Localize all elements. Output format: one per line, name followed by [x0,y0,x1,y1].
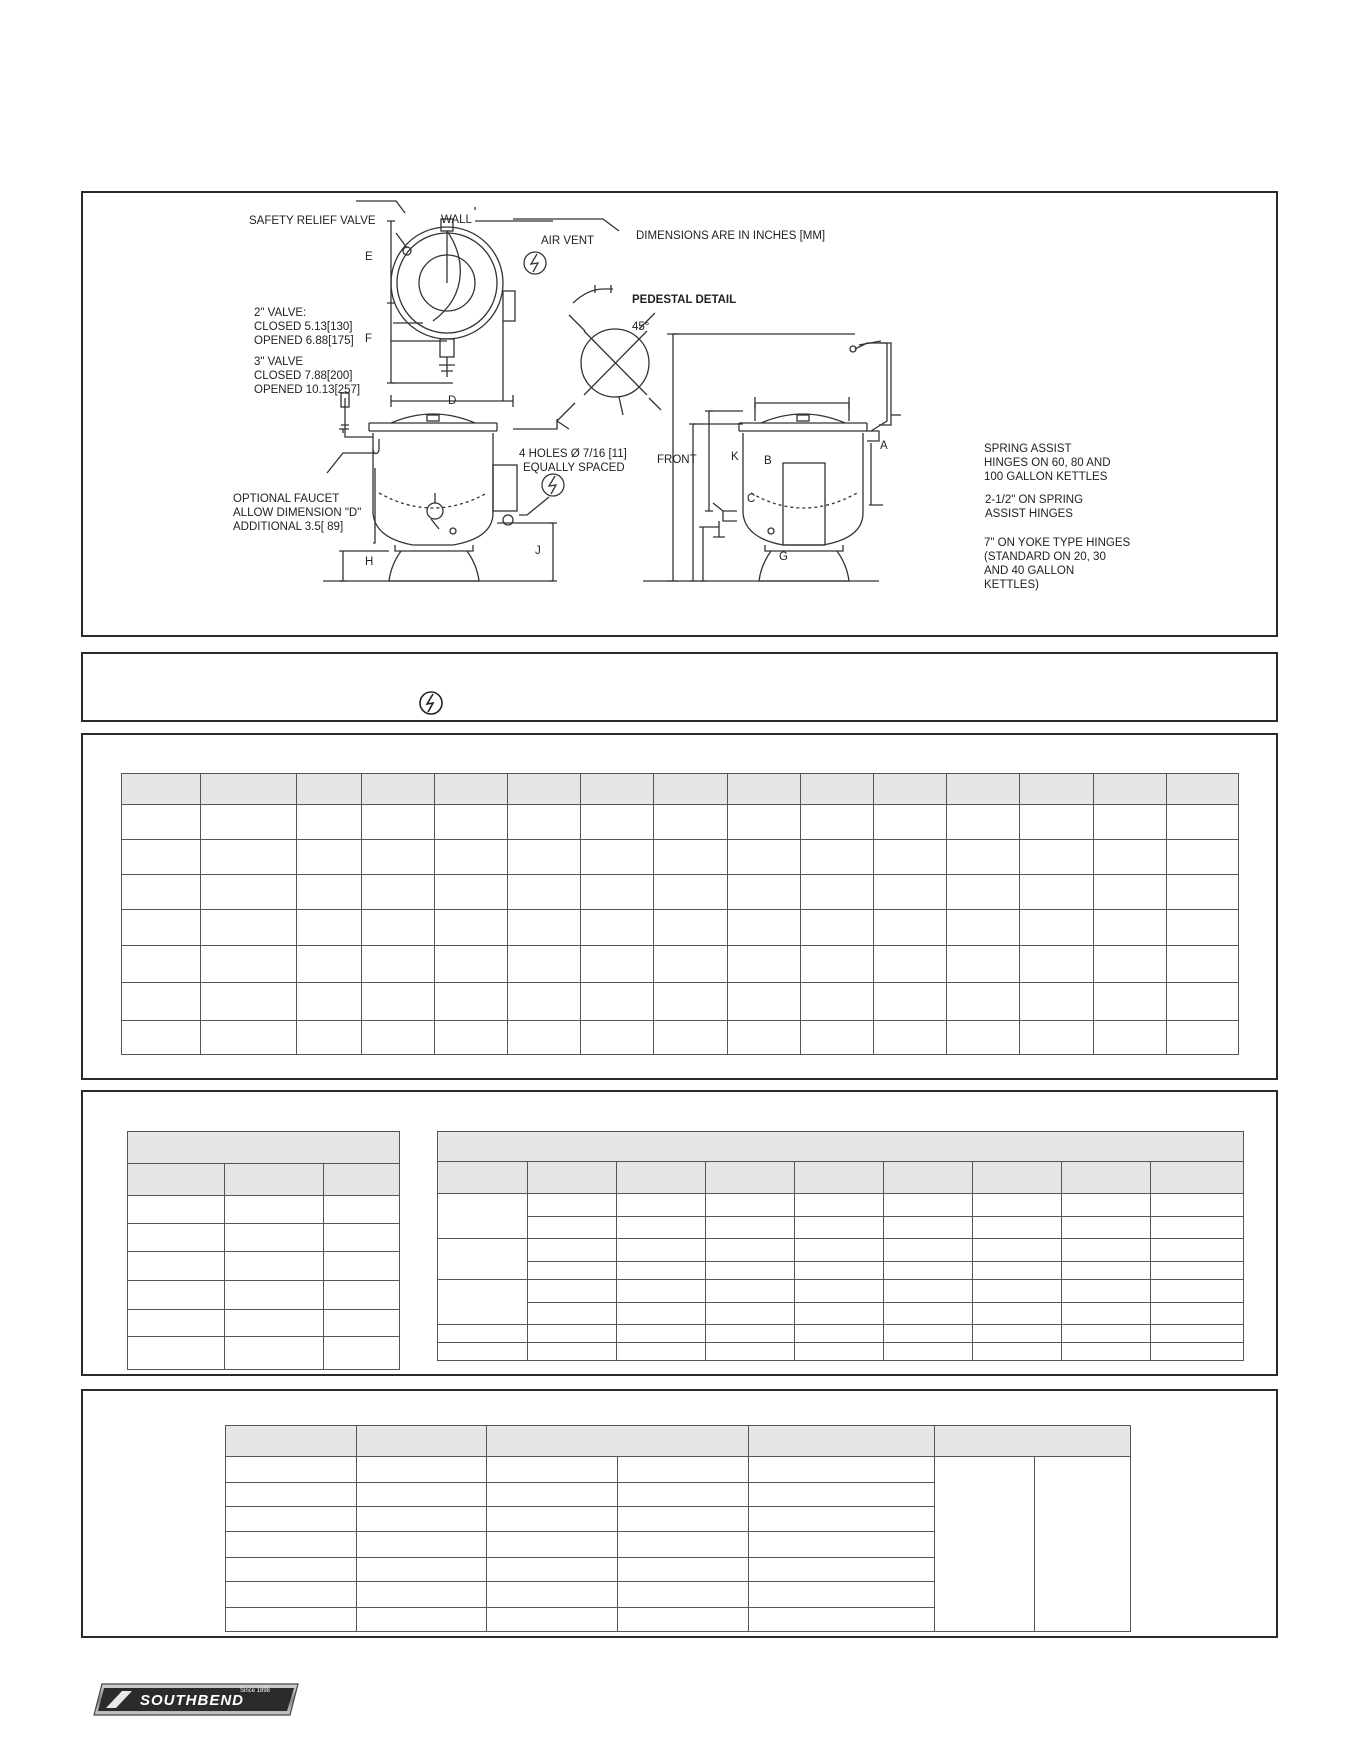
kettle-drawings [83,193,1276,635]
table-title-row [438,1132,1244,1162]
logo-wordmark: SOUTHBEND [140,1692,245,1709]
lid-hinge-arm [855,343,887,431]
label-valve-2-opened: OPENED 6.88[175] [254,335,354,347]
dim-letter-b: B [764,455,772,467]
kettle-side-right [743,433,863,545]
table-header-row [226,1426,1131,1457]
label-faucet-line3: ADDITIONAL 3.5[ 89] [233,521,344,533]
dimensions-table [121,773,1239,1055]
label-wall: WALL [441,214,472,226]
left-spec-table [127,1131,400,1370]
dim-letter-k: K [731,451,739,463]
label-valve-3-opened: OPENED 10.13[257] [254,384,361,396]
label-front: FRONT [657,454,697,466]
pedestal-right [759,545,849,581]
table-row [122,982,1239,1020]
table-row [122,945,1239,982]
dim-letter-c: C [747,493,756,505]
southbend-logo [92,1682,304,1717]
utility-table [225,1425,1131,1632]
label-yoke-line4: KETTLES) [984,579,1039,591]
specs-tables-panel [81,1090,1278,1376]
dim-letter-h: H [365,556,374,568]
table-row [128,1196,400,1224]
table-row [122,1020,1239,1054]
dim-letter-j: J [535,545,541,557]
label-pedestal-detail: PEDESTAL DETAIL [632,294,737,306]
label-spring-gap1: 2-1/2" ON SPRING [985,494,1084,506]
logo-since: Since 1898 [240,1688,271,1694]
label-safety-relief-valve: SAFETY RELIEF VALVE [249,215,376,227]
label-spring-line1: SPRING ASSIST [984,443,1072,455]
table-row [128,1252,400,1281]
table-row [438,1194,1244,1217]
label-valve-2-closed: CLOSED 5.13[130] [254,321,353,333]
table-row [438,1343,1244,1361]
dim-letter-f: F [365,333,373,345]
label-air-vent: AIR VENT [541,235,595,247]
dimension-drawing-panel [81,191,1278,637]
table-row [438,1280,1244,1303]
label-holes-line2: EQUALLY SPACED [523,462,625,474]
dim-letter-e: E [365,251,373,263]
dimensions-table-panel [81,733,1278,1080]
table-row [128,1224,400,1252]
table-row [226,1457,1131,1482]
label-angle: 45° [632,321,650,333]
table-row [122,840,1239,875]
label-yoke-line2: (STANDARD ON 20, 30 [984,551,1106,563]
table-row [122,805,1239,840]
table-row [438,1262,1244,1280]
label-dimensions-note: DIMENSIONS ARE IN INCHES [MM] [636,230,826,242]
pedestal-left [389,545,479,581]
label-valve-3-title: 3" VALVE [254,356,304,368]
table-row [122,910,1239,945]
table-row [128,1310,400,1337]
table-header-row [438,1162,1244,1194]
table-row [438,1303,1244,1325]
label-valve-2-title: 2" VALVE: [254,307,307,319]
table-row [128,1281,400,1310]
label-holes-line1: 4 HOLES Ø 7/16 [11] [519,448,627,460]
electrical-note-panel [81,652,1278,722]
dim-letter-a: A [880,440,888,452]
utility-table-panel [81,1389,1278,1638]
right-spec-table [437,1131,1244,1361]
label-faucet-line1: OPTIONAL FAUCET [233,493,340,505]
label-valve-3-closed: CLOSED 7.88[200] [254,370,353,382]
dim-letter-d: D [448,395,457,407]
label-spring-gap2: ASSIST HINGES [985,508,1073,520]
table-title-row [128,1132,400,1164]
electrical-connection-icon [418,690,444,716]
table-row [438,1217,1244,1239]
label-yoke-line1: 7" ON YOKE TYPE HINGES [984,537,1131,549]
label-spring-line2: HINGES ON 60, 80 AND [984,457,1111,469]
table-header-row [122,774,1239,805]
label-yoke-line3: AND 40 GALLON [984,565,1075,577]
table-row [438,1325,1244,1343]
label-faucet-line2: ALLOW DIMENSION "D" [233,507,362,519]
table-header-row [128,1164,400,1196]
label-spring-line3: 100 GALLON KETTLES [984,471,1108,483]
table-row [122,875,1239,910]
dim-letter-g: G [779,551,788,563]
table-row [438,1239,1244,1262]
table-row [128,1337,400,1370]
kettle-side-left [373,433,493,545]
